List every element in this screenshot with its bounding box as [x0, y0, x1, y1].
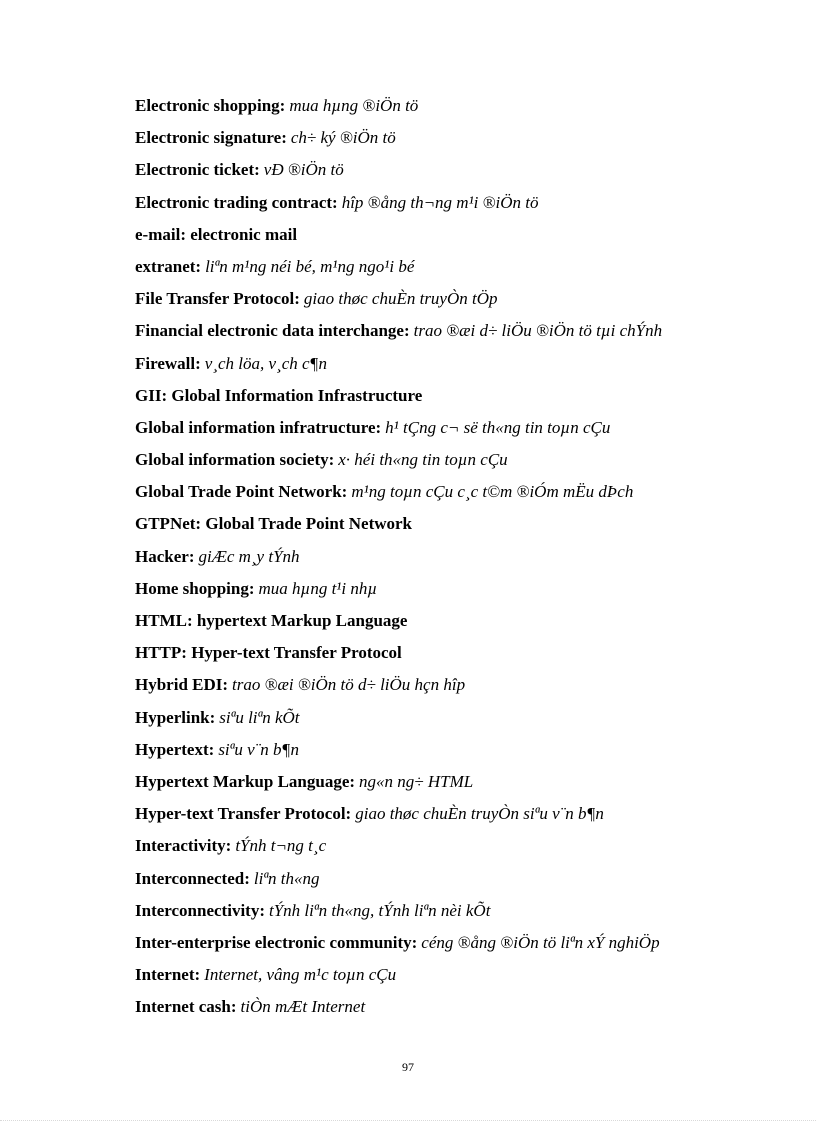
glossary-term: File Transfer Protocol:: [135, 289, 300, 309]
glossary-term: HTML: hypertext Markup Language: [135, 611, 408, 630]
glossary-term: Hypertext Markup Language:: [135, 771, 356, 791]
glossary-term: Hyperlink:: [135, 707, 216, 727]
glossary-entry: [135, 769, 755, 801]
glossary-entry: [135, 544, 755, 576]
glossary-term: Global information society:: [135, 450, 335, 470]
glossary-term: Hypertext:: [135, 739, 215, 759]
glossary-term: Hacker:: [135, 546, 195, 566]
glossary-definition: Internet, vâng m¹c toµn cÇu: [204, 965, 397, 985]
glossary-entry: [135, 576, 755, 608]
glossary-entry: [135, 93, 755, 125]
glossary-definition: giÆc m¸y tÝnh: [198, 546, 300, 566]
glossary-definition: ch÷ ký ®iÖn tö: [290, 128, 396, 148]
glossary-entry: [135, 383, 755, 415]
glossary-term: Electronic ticket:: [135, 160, 260, 180]
glossary-term: extranet:: [135, 256, 202, 276]
glossary-term: Hyper-text Transfer Protocol:: [135, 804, 352, 824]
glossary-term: Global Trade Point Network:: [135, 482, 348, 502]
glossary-definition: céng ®ång ®iÖn tö liªn xÝ nghiÖp: [421, 932, 660, 952]
glossary-definition: hîp ®ång th¬ng m¹i ®iÖn tö: [341, 192, 539, 212]
glossary-entry: [135, 705, 755, 737]
glossary-entry: [135, 125, 755, 157]
glossary-definition: ng«n ng÷ HTML: [359, 771, 474, 791]
glossary-entry: [135, 608, 755, 640]
glossary-list: [135, 93, 755, 1026]
glossary-entry: [135, 447, 755, 479]
glossary-term: Interactivity:: [135, 836, 232, 856]
glossary-definition: siªu liªn kÕt: [219, 707, 300, 727]
glossary-definition: trao ®æi d÷ liÖu ®iÖn tö tµi chÝnh: [413, 321, 663, 341]
glossary-entry: [135, 801, 755, 833]
glossary-definition: liªn th«ng: [253, 868, 320, 888]
page-bottom-divider: [0, 1120, 816, 1121]
glossary-term: Inter-enterprise electronic community:: [135, 932, 418, 952]
glossary-entry: [135, 866, 755, 898]
glossary-definition: m¹ng toµn cÇu c¸c t©m ®iÓm mËu dÞch: [351, 482, 634, 502]
glossary-definition: tiÒn mÆt Internet: [240, 997, 366, 1017]
glossary-entry: [135, 157, 755, 189]
glossary-term: e-mail: electronic mail: [135, 224, 298, 244]
glossary-entry: [135, 994, 755, 1026]
glossary-definition: tÝnh t¬ng t¸c: [235, 836, 327, 856]
glossary-entry: [135, 672, 755, 704]
glossary-term: Home shopping:: [135, 578, 255, 598]
glossary-term: Electronic trading contract:: [135, 192, 338, 212]
glossary-definition: trao ®æi ®iÖn tö d÷ liÖu hçn hîp: [232, 675, 466, 695]
glossary-term: Interconnected:: [135, 868, 250, 888]
glossary-entry: [135, 479, 755, 511]
glossary-term: Hybrid EDI:: [135, 675, 229, 695]
glossary-entry: [135, 222, 755, 254]
glossary-entry: [135, 318, 755, 350]
glossary-definition: mua hµng ®iÖn tö: [289, 96, 419, 115]
glossary-term: Global information infratructure:: [135, 417, 382, 437]
page-number: 97: [402, 1060, 414, 1074]
glossary-entry: [135, 286, 755, 318]
glossary-definition: v¸ch löa, v¸ch c¶n: [204, 353, 327, 373]
glossary-definition: liªn m¹ng néi bé, m¹ng ngo¹i bé: [205, 256, 415, 276]
glossary-term: GTPNet: Global Trade Point Network: [135, 514, 413, 534]
glossary-definition: siªu v¨n b¶n: [218, 739, 299, 759]
glossary-definition: h¹ tÇng c¬ së th«ng tin toµn cÇu: [385, 417, 611, 437]
glossary-term: Internet cash:: [135, 997, 237, 1017]
glossary-term: Electronic signature:: [135, 128, 287, 148]
glossary-term: GII: Global Information Infrastructure: [135, 385, 423, 405]
glossary-entry: [135, 351, 755, 383]
glossary-entry: [135, 898, 755, 930]
glossary-term: Interconnectivity:: [135, 900, 265, 920]
glossary-entry: [135, 930, 755, 962]
glossary-entry: [135, 962, 755, 994]
glossary-entry: [135, 737, 755, 769]
glossary-entry: [135, 640, 755, 672]
glossary-definition: tÝnh liªn th«ng, tÝnh liªn nèi kÕt: [269, 900, 491, 920]
glossary-definition: x· héi th«ng tin toµn cÇu: [338, 450, 508, 470]
glossary-definition: giao thøc chuÈn truyÒn siªu v¨n b¶n: [355, 804, 604, 824]
glossary-definition: vÐ ®iÖn tö: [263, 160, 344, 180]
glossary-term: Financial electronic data interchange:: [135, 321, 410, 341]
glossary-term: Electronic shopping:: [135, 96, 286, 115]
glossary-entry: [135, 415, 755, 447]
glossary-entry: [135, 254, 755, 286]
glossary-entry: [135, 833, 755, 865]
glossary-term: Internet:: [135, 965, 201, 985]
glossary-term: HTTP: Hyper-text Transfer Protocol: [135, 643, 402, 663]
glossary-definition: mua hµng t¹i nhµ: [258, 578, 378, 598]
glossary-term: Firewall:: [135, 353, 201, 373]
glossary-definition: giao thøc chuÈn truyÒn tÖp: [303, 289, 498, 309]
glossary-entry: [135, 190, 755, 222]
glossary-entry: [135, 511, 755, 543]
